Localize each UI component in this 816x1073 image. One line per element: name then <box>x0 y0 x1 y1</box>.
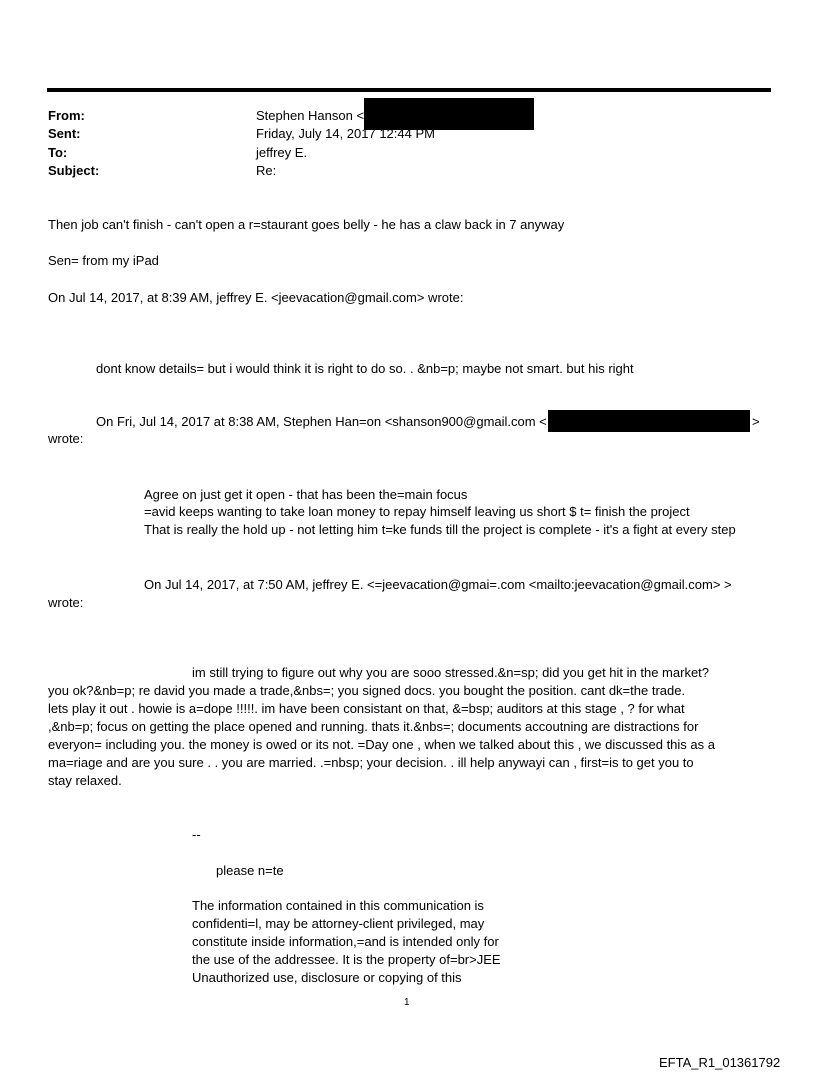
para-line-3: lets play it out . howie is a=dope !!!!!. im have been consistant on that, &=bsp; auditors at this stage , ? for what <box>48 701 685 716</box>
body-line-1: Then job can't finish - can't open a r=staurant goes belly - he has a claw back in 7 anyway <box>48 217 565 232</box>
disclaimer-line-5: Unauthorized use, disclosure or copying of this <box>192 970 462 985</box>
quote-3-line-1: Agree on just get it open - that has been the=main focus <box>144 487 468 502</box>
quote-3-line-3: That is really the hold up - not letting him t=ke funds till the project is complete - it's a fight at every step <box>144 522 736 537</box>
para-line-1: im still trying to figure out why you are sooo stressed.&n=sp; did you get hit in the market? <box>192 665 710 680</box>
body-line-2: Sen= from my iPad <box>48 253 159 268</box>
para-line-6: ma=riage and are you sure . . you are married. .=nbsp; your decision. . ill help anywayi can , first=is to get you to <box>48 755 694 770</box>
quote-2-wrote: wrote: <box>48 431 84 446</box>
body-line-3: On Jul 14, 2017, at 8:39 AM, jeffrey E. <jeevacation@gmail.com> wrote: <box>48 290 464 305</box>
quote-2-text: On Fri, Jul 14, 2017 at 8:38 AM, Stephen Han=on <shanson900@gmail.com < <box>96 414 547 429</box>
disclaimer-line-3: constitute inside information,=and is intended only for <box>192 934 499 949</box>
para-line-5: everyon= including you. the money is owed or its not. =Day one , when we talked about this , we discussed this as a <box>48 737 715 752</box>
disclaimer-line-1: The information contained in this communication is <box>192 898 484 913</box>
quote-2-end: > <box>752 414 760 429</box>
subject-label: Subject: <box>48 163 100 178</box>
to-value: jeffrey E. <box>256 145 308 160</box>
para-line-7: stay relaxed. <box>48 773 122 788</box>
para-line-4: ,&nb=p; focus on getting the place opened and running. thats it.&nbs=; documents accoutning are distractions for <box>48 719 699 734</box>
from-value: Stephen Hanson < <box>256 108 365 123</box>
signature-please-note: please n=te <box>216 863 284 878</box>
quote-4-wrote: wrote: <box>48 595 84 610</box>
disclaimer-line-2: confidenti=l, may be attorney-client privileged, may <box>192 916 485 931</box>
from-label: From: <box>48 108 85 123</box>
top-rule <box>47 88 771 92</box>
subject-value: Re: <box>256 163 277 178</box>
to-label: To: <box>48 145 68 160</box>
disclaimer-line-4: the use of the addressee. It is the property of=br>JEE <box>192 952 501 967</box>
quote-3-line-2: =avid keeps wanting to take loan money to repay himself leaving us short $ t= finish the project <box>144 504 690 519</box>
para-line-2: you ok?&nb=p; re david you made a trade,&nbs=; you signed docs. you bought the position. cant dk=the trade. <box>48 683 686 698</box>
redaction-box <box>548 410 750 432</box>
signature-dash: -- <box>192 827 201 842</box>
quote-4: On Jul 14, 2017, at 7:50 AM, jeffrey E. <=jeevacation@gmai=.com <mailto:jeevacation@gmail.com> > <box>144 577 732 592</box>
document-id: EFTA_R1_01361792 <box>659 1055 781 1070</box>
page-number: 1 <box>404 997 410 1008</box>
quote-1: dont know details= but i would think it is right to do so. . &nb=p; maybe not smart. but his right <box>96 361 634 376</box>
sent-value: Friday, July 14, 2017 12:44 PM <box>256 126 435 141</box>
sent-label: Sent: <box>48 126 81 141</box>
